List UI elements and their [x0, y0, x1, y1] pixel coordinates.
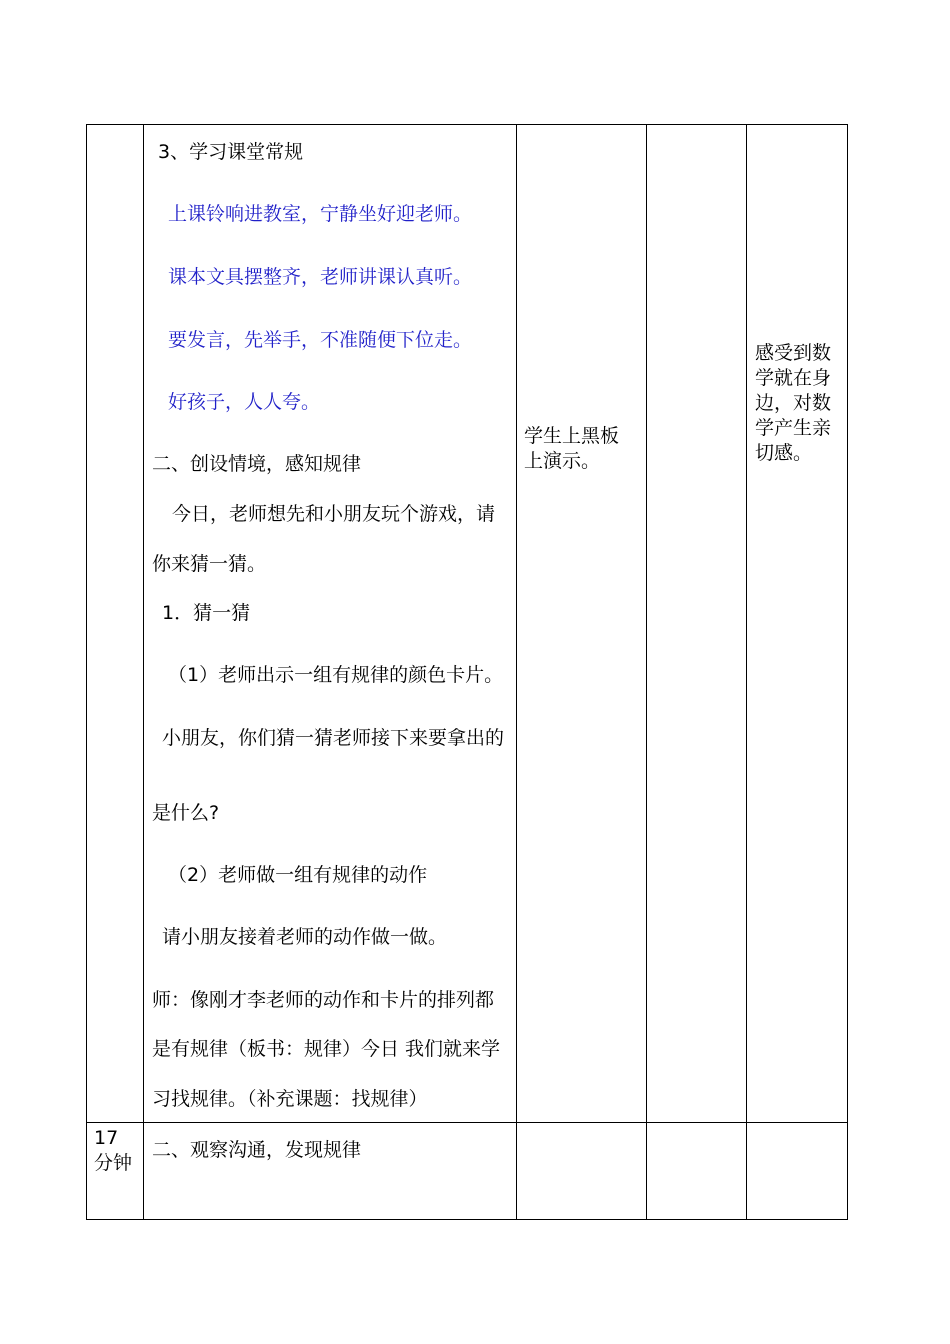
- rule-line: 上课铃响进教室，宁静坐好迎老师。: [168, 203, 473, 225]
- table-border-bottom: [86, 1219, 848, 1220]
- table-border-top: [86, 124, 848, 125]
- step-text: （1）老师出示一组有规律的颜色卡片。: [168, 664, 504, 686]
- summary-text: 师：像刚才李老师的动作和卡片的排列都: [152, 989, 495, 1011]
- subsection-heading: 1．猜一猜: [162, 602, 251, 624]
- question-text: 是什么?: [152, 802, 220, 824]
- time-allocation: 17分钟: [94, 1127, 133, 1174]
- rule-line: 课本文具摆整齐，老师讲课认真听。: [168, 266, 473, 288]
- column-divider-3: [646, 124, 647, 1220]
- design-intent-text: 感受到数学就在身边，对数学产生亲切感。: [755, 342, 832, 464]
- row-divider: [86, 1122, 848, 1123]
- summary-text: 是有规律（板书：规律）今日 我们就来学: [152, 1038, 501, 1060]
- column-divider-2: [516, 124, 517, 1220]
- question-text: 小朋友，你们猜一猜老师接下来要拿出的: [162, 727, 505, 749]
- table-border-right: [847, 124, 848, 1220]
- routine-title: 3、学习课堂常规: [158, 141, 304, 163]
- column-divider-4: [746, 124, 747, 1220]
- section-heading: 二、观察沟通，发现规律: [152, 1139, 362, 1161]
- intro-text: 你来猜一猜。: [152, 553, 267, 575]
- column-divider-1: [143, 124, 144, 1220]
- table-border-left: [86, 124, 87, 1220]
- intro-text: 今日，老师想先和小朋友玩个游戏，请: [172, 503, 496, 525]
- rule-line: 好孩子，人人夸。: [168, 391, 321, 413]
- student-activity-text: 学生上黑板上演示。: [524, 425, 620, 472]
- section-heading: 二、创设情境，感知规律: [152, 453, 362, 475]
- rule-line: 要发言，先举手，不准随便下位走。: [168, 329, 473, 351]
- step-text: （2）老师做一组有规律的动作: [168, 864, 428, 886]
- instruction-text: 请小朋友接着老师的动作做一做。: [162, 926, 448, 948]
- summary-text: 习找规律。（补充课题：找规律）: [152, 1088, 428, 1110]
